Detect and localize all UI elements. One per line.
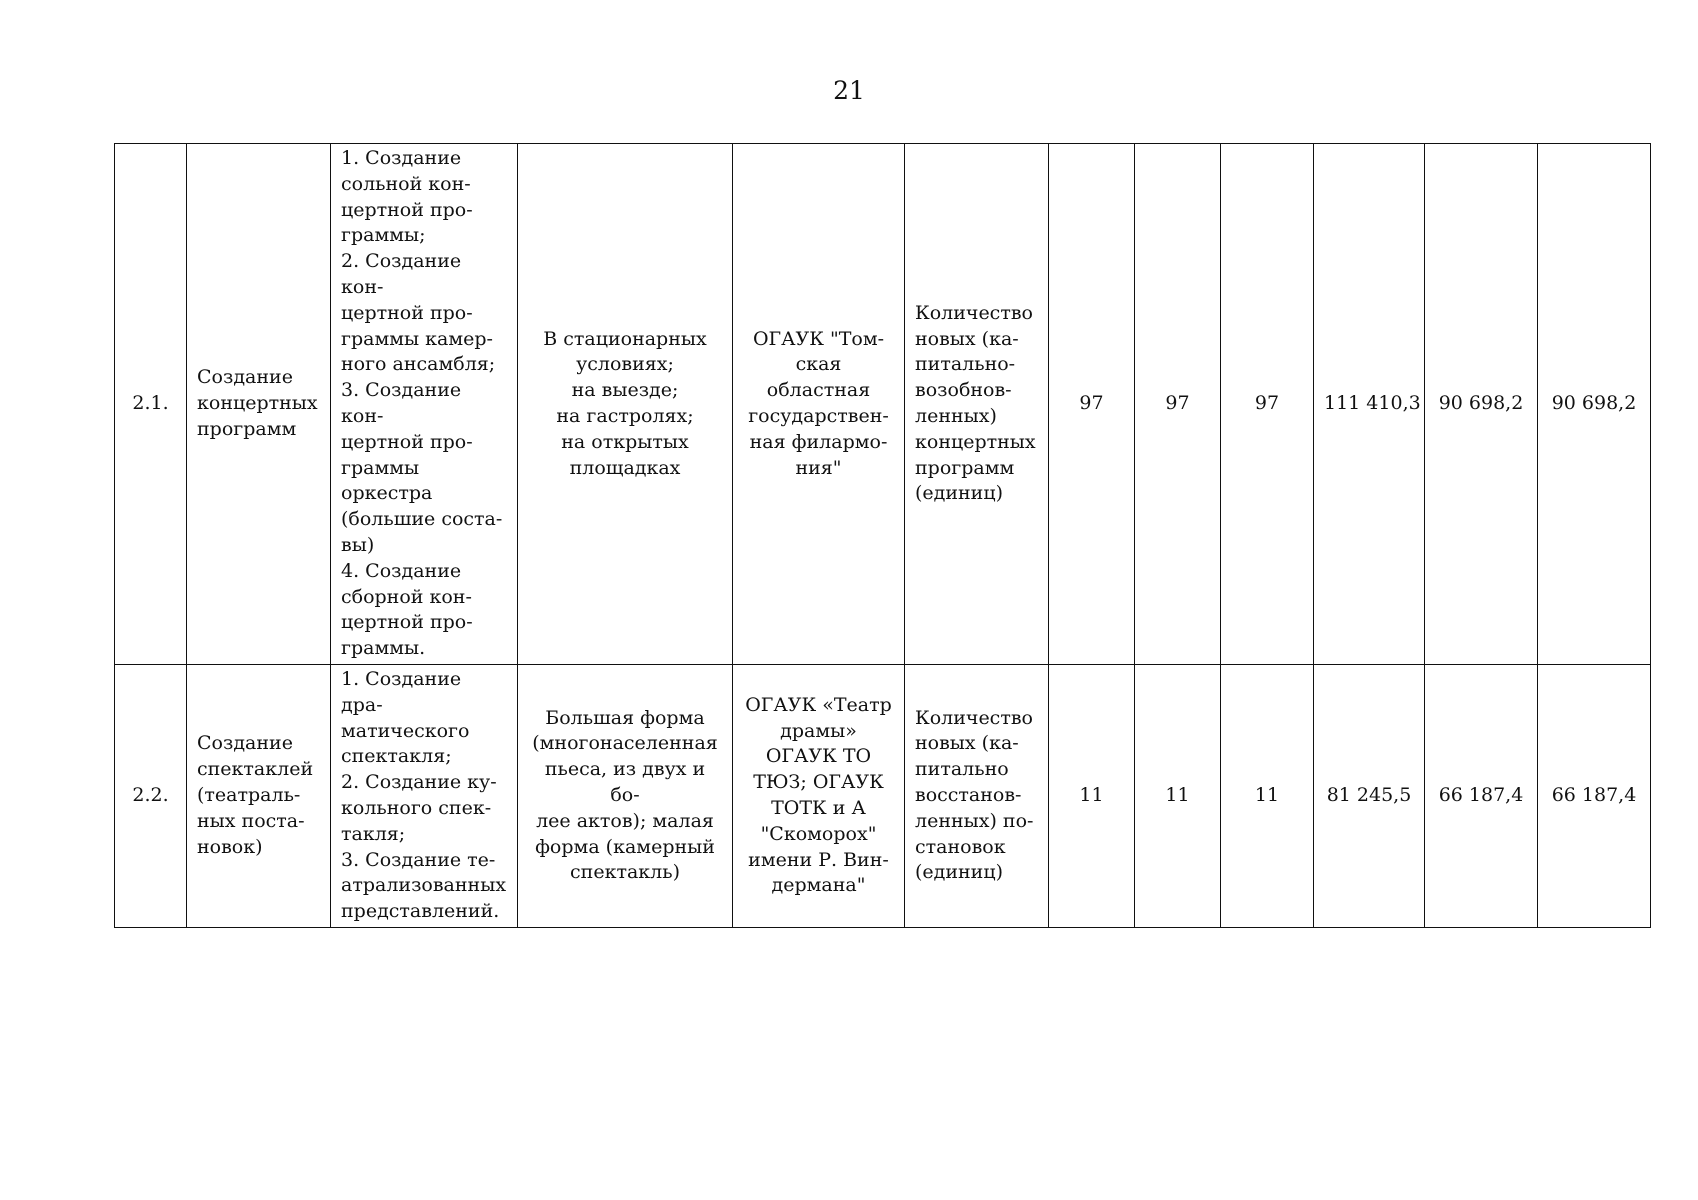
volume-year-1: 97 [1079, 392, 1104, 415]
indicator-cell [905, 664, 1049, 927]
volume-year-2-cell [1135, 144, 1221, 665]
volume-year-3-cell [1221, 664, 1314, 927]
funding-year-1: 111 410,3 [1324, 392, 1421, 415]
institution-name: ОГАУК "Том- ская областная государствен- ная филармо- ния" [748, 327, 889, 479]
funding-year-2-cell [1425, 664, 1538, 927]
service-conditions: Большая форма (многонаселенная пьеса, из двух и бо- лее актов); малая форма (камерный спектакль) [532, 706, 718, 884]
conditions-cell [518, 144, 733, 665]
volume-year-3-cell [1221, 144, 1314, 665]
service-name: Создание спектаклей (театраль- ных поста- новок) [197, 732, 314, 858]
volume-year-2: 11 [1165, 784, 1190, 807]
table-row [115, 144, 1651, 665]
service-name-cell [187, 664, 331, 927]
service-conditions: В стационарных условиях; на выезде; на гастролях; на открытых площадках [543, 327, 707, 479]
funding-year-3: 66 187,4 [1551, 784, 1637, 807]
page-number: 21 [833, 76, 865, 105]
funding-year-2-cell [1425, 144, 1538, 665]
volume-year-1-cell [1049, 144, 1135, 665]
row-index: 2.1. [132, 392, 169, 415]
indicator-name: Количество новых (ка- питально- возобнов- ленных) концертных программ (единиц) [915, 301, 1036, 505]
indicator-cell [905, 144, 1049, 665]
volume-year-3: 97 [1254, 392, 1280, 415]
funding-year-3: 90 698,2 [1551, 392, 1637, 415]
service-name: Создание концертных программ [197, 366, 318, 440]
volume-year-1-cell [1049, 664, 1135, 927]
service-content: 1. Создание дра- матического спектакля; 2. Создание ку- кольного спек- такля; 3. Создание те- атрализованных представлений. [341, 667, 507, 923]
funding-year-3-cell [1538, 144, 1651, 665]
service-content-cell [331, 144, 518, 665]
row-index-cell [115, 664, 187, 927]
service-name-cell [187, 144, 331, 665]
indicator-name: Количество новых (ка- питально восстанов- ленных) по- становок (единиц) [915, 706, 1034, 884]
service-content: 1. Создание сольной кон- цертной про- граммы; 2. Создание кон- цертной про- граммы камер- ного ансамбля; 3. Создание кон- цертной про- граммы оркестра (большие соста- вы) 4. Создание сборной кон- цертной про- граммы. [341, 147, 503, 660]
volume-year-2: 97 [1165, 392, 1190, 415]
conditions-cell [518, 664, 733, 927]
volume-year-3: 11 [1254, 784, 1280, 807]
funding-year-1: 81 245,5 [1326, 784, 1412, 807]
institution-cell [733, 664, 905, 927]
institution-name: ОГАУК «Театр драмы» ОГАУК ТО ТЮЗ; ОГАУК ТОТК и А "Скоморох" имени Р. Вин- дермана" [745, 693, 892, 897]
table-row [115, 664, 1651, 927]
volume-year-2-cell [1135, 664, 1221, 927]
row-index: 2.2. [132, 784, 169, 807]
funding-year-1-cell [1314, 144, 1425, 665]
row-index-cell [115, 144, 187, 665]
funding-year-1-cell [1314, 664, 1425, 927]
funding-year-2: 90 698,2 [1438, 392, 1524, 415]
service-content-cell [331, 664, 518, 927]
funding-year-2: 66 187,4 [1438, 784, 1524, 807]
funding-year-3-cell [1538, 664, 1651, 927]
services-table [114, 143, 1651, 928]
volume-year-1: 11 [1079, 784, 1104, 807]
institution-cell [733, 144, 905, 665]
